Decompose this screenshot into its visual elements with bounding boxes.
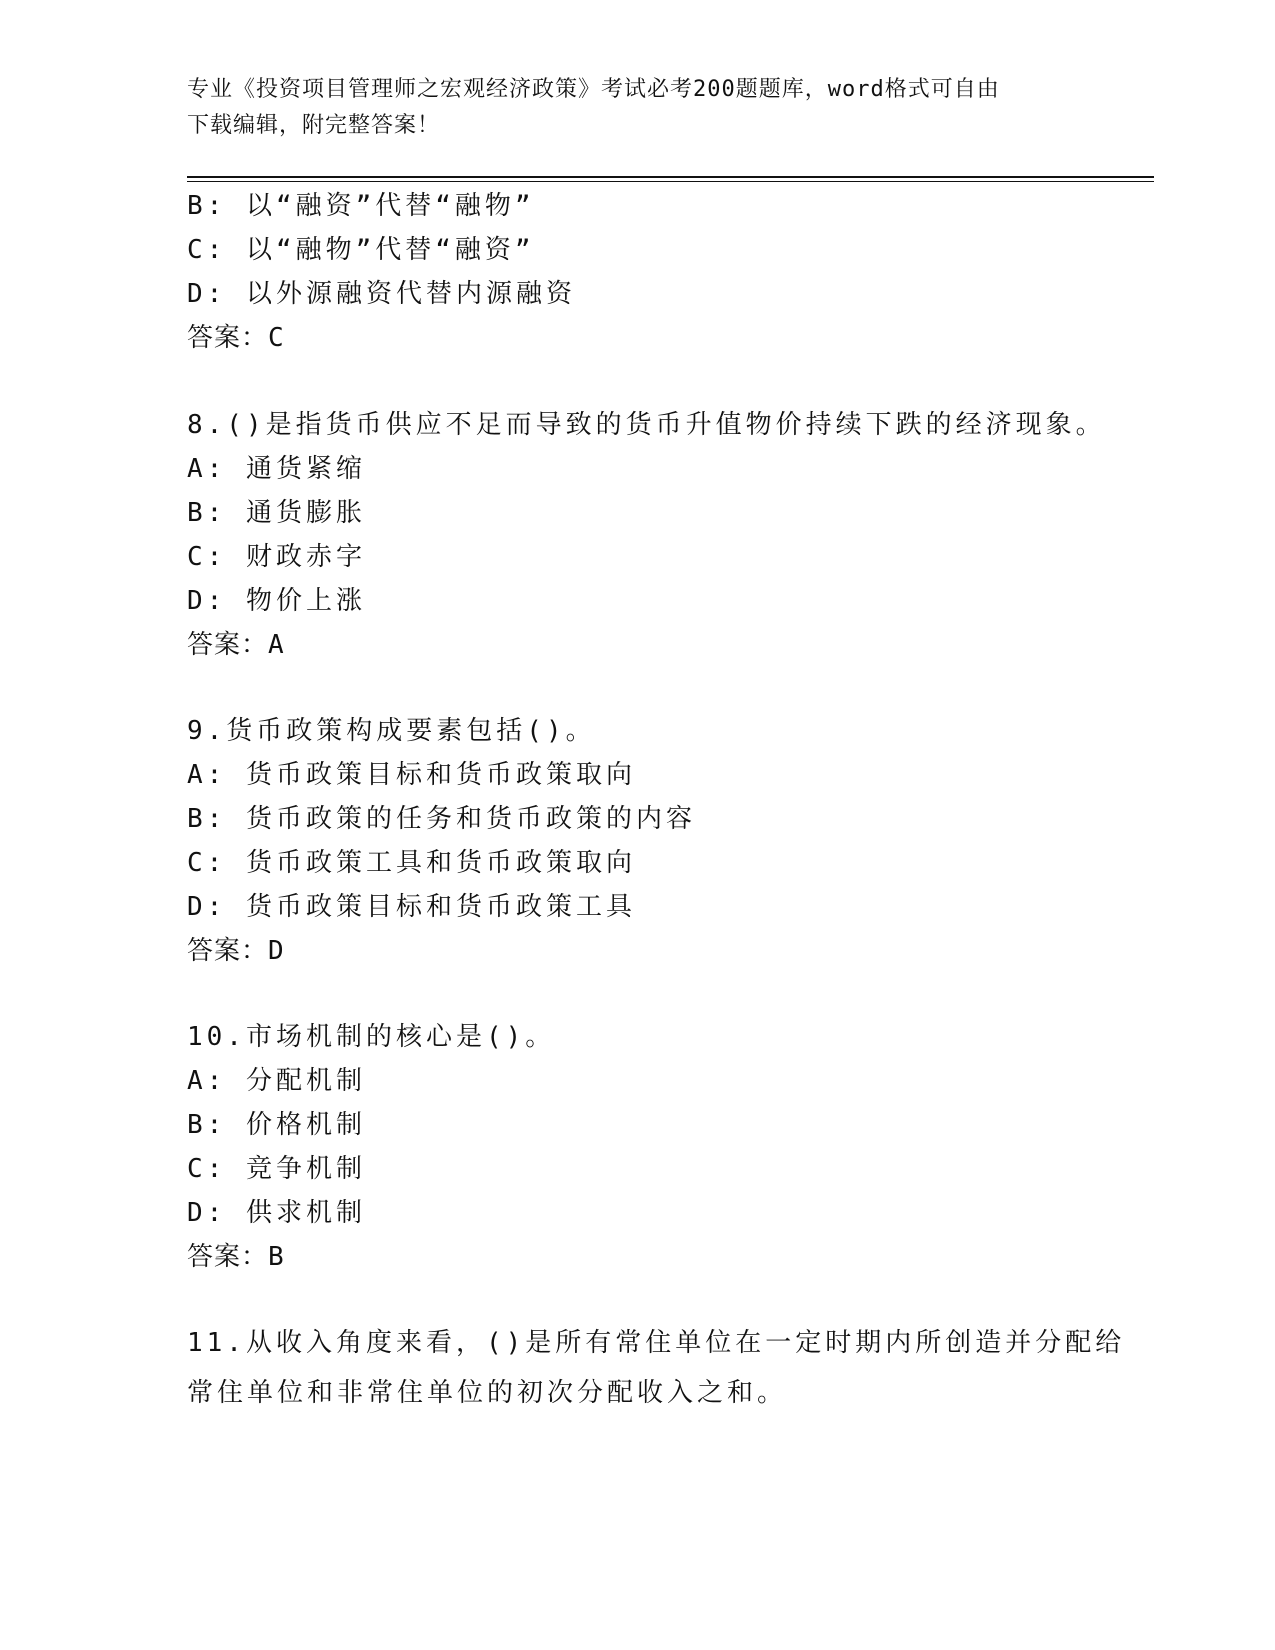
q8-answer [187, 629, 285, 661]
q9-option-d: D: 货币政策目标和货币政策工具 [187, 892, 636, 922]
answer-value: B [268, 1242, 285, 1272]
q10-option-b: B: 价格机制 [187, 1110, 366, 1140]
q11-question-line-1: 11.从收入角度来看，()是所有常住单位在一定时期内所创造并分配给 [187, 1328, 1126, 1358]
q7-option-d: D: 以外源融资代替内源融资 [187, 279, 576, 309]
q10-option-a: A: 分配机制 [187, 1066, 366, 1096]
answer-value: C [268, 323, 285, 353]
q9-answer [187, 935, 285, 967]
q10-question: 10.市场机制的核心是()。 [187, 1022, 556, 1052]
q11-question-line-2: 常住单位和非常住单位的初次分配收入之和。 [187, 1378, 788, 1408]
answer-label: 答案： [187, 1242, 269, 1272]
header-line-2: 下载编辑，附完整答案！ [187, 113, 441, 138]
q8-option-a: A: 通货紧缩 [187, 454, 366, 484]
header-divider-thin [187, 181, 1154, 182]
q8-option-d: D: 物价上涨 [187, 586, 366, 616]
document-header [187, 72, 1067, 144]
answer-label: 答案： [187, 936, 269, 966]
q8-option-b: B: 通货膨胀 [187, 498, 366, 528]
header-divider [187, 176, 1154, 178]
q10-option-d: D: 供求机制 [187, 1198, 366, 1228]
q7-option-b: B: 以“融资”代替“融物” [187, 191, 535, 221]
q7-answer [187, 322, 285, 354]
answer-label: 答案： [187, 323, 269, 353]
answer-label: 答案： [187, 630, 269, 660]
q7-option-c: C: 以“融物”代替“融资” [187, 235, 535, 265]
answer-value: D [268, 936, 285, 966]
q8-option-c: C: 财政赤字 [187, 542, 366, 572]
q9-option-b: B: 货币政策的任务和货币政策的内容 [187, 804, 696, 834]
q8-question: 8.()是指货币供应不足而导致的货币升值物价持续下跌的经济现象。 [187, 410, 1106, 440]
q9-option-a: A: 货币政策目标和货币政策取向 [187, 760, 636, 790]
q9-option-c: C: 货币政策工具和货币政策取向 [187, 848, 636, 878]
answer-value: A [268, 630, 285, 660]
q9-question: 9.货币政策构成要素包括()。 [187, 716, 596, 746]
header-line-1: 专业《投资项目管理师之宏观经济政策》考试必考200题题库，word格式可自由 [187, 77, 1000, 102]
q10-option-c: C: 竞争机制 [187, 1154, 366, 1184]
q10-answer [187, 1241, 285, 1273]
